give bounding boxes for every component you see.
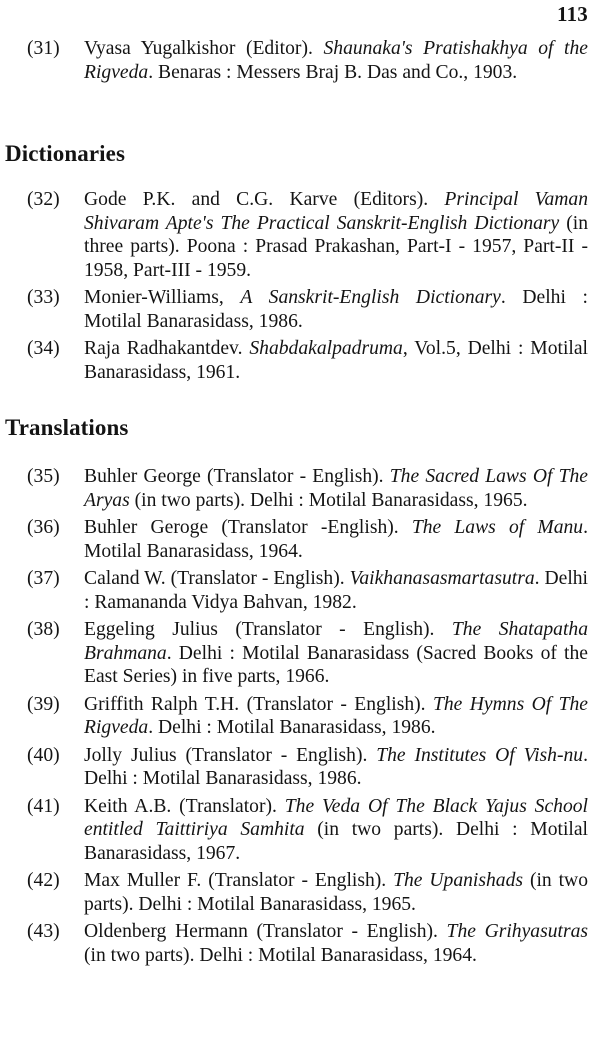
entry-publication: (in two parts). Delhi : Motilal Banarasidass, 1967. xyxy=(84,819,588,864)
entry-author: Buhler George (Translator - English). xyxy=(84,466,390,487)
entry-title: The Upanishads xyxy=(393,870,524,891)
section-heading-translations: Translations xyxy=(5,415,129,440)
entry-text xyxy=(84,795,588,866)
entry-title: Vaikhanasasmartasutra xyxy=(349,568,535,589)
entry-number: (42) xyxy=(27,870,60,891)
entry-text xyxy=(84,567,588,614)
entry-title: Principal Vaman Shivaram Apte's The Practical Sanskrit-English Dictionary xyxy=(84,189,588,234)
entry-publication: . Delhi : Motilal Banarasidass (Sacred Books of the East Series) in five parts, 1966. xyxy=(84,642,588,687)
entry-publication: . Delhi : Ramananda Vidya Bahvan, 1982. xyxy=(84,568,588,613)
entry-publication: . Delhi : Motilal Banarasidass, 1986. xyxy=(84,287,588,332)
entry-publication: . Benaras : Messers Braj B. Das and Co., 1903. xyxy=(148,61,518,83)
entry-publication: (in two parts). Delhi : Motilal Banarasidass, 1965. xyxy=(84,870,589,915)
bibliography-entry xyxy=(0,693,600,740)
entry-text xyxy=(84,744,588,791)
bibliography-entry xyxy=(0,920,600,967)
entry-publication: . Delhi : Motilal Banarasidass, 1986. xyxy=(84,744,588,789)
entry-number: (43) xyxy=(27,921,60,942)
entry-publication: (in two parts). Delhi : Motilal Banarasidass, 1965. xyxy=(129,489,528,511)
bibliography-entry xyxy=(0,286,600,333)
entry-author: Raja Radhakantdev. xyxy=(84,338,250,359)
entry-publication: , Vol.5, Delhi : Motilal Banarasidass, 1961. xyxy=(84,338,588,383)
entry-author: Caland W. (Translator - English). xyxy=(84,568,350,589)
entry-number: (39) xyxy=(27,693,60,715)
entry-text xyxy=(84,618,588,689)
entry-number: (35) xyxy=(27,466,60,487)
entry-number: (37) xyxy=(27,568,60,589)
translations-list xyxy=(0,465,600,971)
entry-title: The Veda Of The Black Yajus School entitled Taittiriya Samhita xyxy=(84,795,588,840)
entry-author: Max Muller F. (Translator - English). xyxy=(84,870,394,891)
bibliography-entry xyxy=(0,795,600,866)
entry-publication: . Delhi : Motilal Banarasidass, 1986. xyxy=(148,717,436,738)
bibliography-entry xyxy=(0,567,600,614)
entry-text xyxy=(84,37,588,84)
section-heading-dictionaries: Dictionaries xyxy=(5,141,126,166)
entry-publication: (in two parts). Delhi : Motilal Banarasidass, 1964. xyxy=(84,944,477,966)
bibliography-entry xyxy=(0,337,600,384)
entry-author: Griffith Ralph T.H. (Translator - English). xyxy=(84,693,433,715)
bibliography-entry xyxy=(0,516,600,563)
dictionaries-list xyxy=(0,188,600,388)
entry-text xyxy=(84,869,588,916)
entry-author: Keith A.B. (Translator). xyxy=(84,795,285,817)
entry-author: Buhler Geroge (Translator -English). xyxy=(84,517,412,538)
entry-publication: . Motilal Banarasidass, 1964. xyxy=(84,517,588,562)
entry-title: A Sanskrit-English Dictionary xyxy=(240,287,501,308)
entry-author: Oldenberg Hermann (Translator - English). xyxy=(84,921,447,942)
entry-number: (33) xyxy=(27,287,60,308)
entry-publication: (in three parts). Poona : Prasad Prakashan, Part-I - 1957, Part-II - 1958, Part-III - 1959. xyxy=(84,212,588,281)
entry-title: The Grihyasutras xyxy=(446,921,588,942)
entry-number: (41) xyxy=(27,795,60,817)
bibliography-entry xyxy=(0,869,600,916)
entry-author: Eggeling Julius (Translator - English). xyxy=(84,619,452,640)
entry-number: (32) xyxy=(27,189,60,210)
entry-text xyxy=(84,286,588,333)
bibliography-entry xyxy=(0,618,600,689)
entry-author: Monier-Williams, xyxy=(84,287,241,308)
bibliography-entry xyxy=(0,37,600,84)
entry-author: Vyasa Yugalkishor (Editor). xyxy=(84,38,324,59)
bibliography-entry xyxy=(0,188,600,282)
entry-number: (31) xyxy=(27,38,60,59)
entry-title: Shaunaka's Pratishakhya of the Rigveda xyxy=(84,38,588,83)
page-number: 113 xyxy=(557,2,588,26)
entry-text xyxy=(84,337,588,384)
entry-author: Gode P.K. and C.G. Karve (Editors). xyxy=(84,189,445,210)
entry-title: The Shatapatha Brahmana xyxy=(84,619,588,664)
entry-text xyxy=(84,920,588,967)
entry-text xyxy=(84,465,588,512)
entry-number: (34) xyxy=(27,338,60,359)
entry-text xyxy=(84,516,588,563)
entry-title: The Laws of Manu xyxy=(411,517,584,538)
top-entries xyxy=(0,37,600,88)
entry-title: The Hymns Of The Rigveda xyxy=(84,693,588,738)
entry-text xyxy=(84,693,588,740)
entry-number: (38) xyxy=(27,619,60,640)
entry-number: (36) xyxy=(27,517,60,538)
entry-number: (40) xyxy=(27,744,60,766)
entry-author: Jolly Julius (Translator - English). xyxy=(84,744,377,766)
bibliography-entry xyxy=(0,744,600,791)
entry-title: The Sacred Laws Of The Aryas xyxy=(84,466,588,511)
entry-text xyxy=(84,188,588,282)
entry-title: The Institutes Of Vish-nu xyxy=(376,744,584,766)
bibliography-entry xyxy=(0,465,600,512)
entry-title: Shabdakalpadruma xyxy=(249,338,403,359)
